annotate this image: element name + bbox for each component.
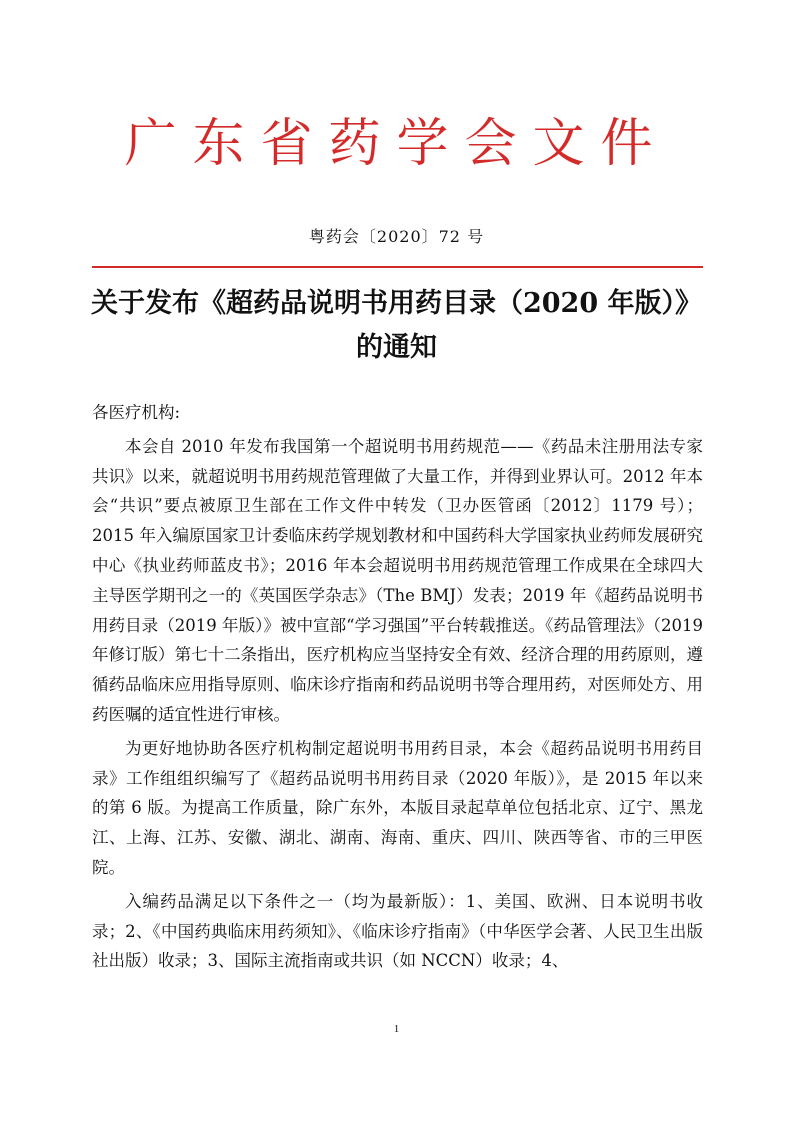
- notice-title: [70, 282, 723, 370]
- salutation: 各医疗机构:: [92, 403, 181, 422]
- red-divider-line: [92, 266, 703, 268]
- notice-title-line-1: 关于发布《超药品说明书用药目录（2020 年版）》: [90, 288, 703, 319]
- organization-masthead: 广东省药学会文件: [124, 114, 669, 174]
- notice-body: [92, 398, 703, 976]
- paragraph-2: 为更好地协助各医疗机构制定超说明书用药目录，本会《超药品说明书用药目录》工作组组织编写了《超药品说明书用药目录（2020 年版）》，是 2015 年以来的第 6 版。为提高工作质量，除广东外，本版目录起草单位包括北京、辽宁、黑龙江、上海、江苏、安徽、湖北、湖南、海南、重庆、四川、陕西等省、市的三甲医院。: [92, 738, 703, 877]
- document-number: 粤药会〔2020〕72 号: [308, 227, 485, 246]
- paragraph-1: 本会自 2010 年发布我国第一个超说明书用药规范——《药品未注册用法专家共识》以来，就超说明书用药规范管理做了大量工作，并得到业界认可。2012 年本会“共识”要点被原卫生部在工作文件中转发（卫办医管函〔2012〕1179 号）；2015 年入编原国家卫计委临床药学规划教材和中国药科大学国家执业药师发展研究中心《执业药师蓝皮书》；2016 年本会超说明书用药规范管理工作成果在全球四大主导医学期刊之一的《英国医学杂志》（The BMJ）发表；2019 年《超药品说明书用药目录（2019 年版）》被中宣部“学习强国”平台转载推送。《药品管理法》（2019 年修订版）第七十二条指出，医疗机构应当坚持安全有效、经济合理的用药原则，遵循药品临床应用指导原则、临床诊疗指南和药品说明书等合理用药，对医师处方、用药医嘱的适宜性进行审核。: [92, 436, 703, 724]
- page-number: 1: [393, 1023, 400, 1035]
- notice-title-line-2: 的通知: [356, 332, 437, 363]
- paragraph-3: 入编药品满足以下条件之一（均为最新版）：1、美国、欧洲、日本说明书收录；2、《中国药典临床用药须知》、《临床诊疗指南》（中华医学会著、人民卫生出版社出版）收录；3、国际主流指南或共识（如 NCCN）收录；4、: [92, 891, 703, 971]
